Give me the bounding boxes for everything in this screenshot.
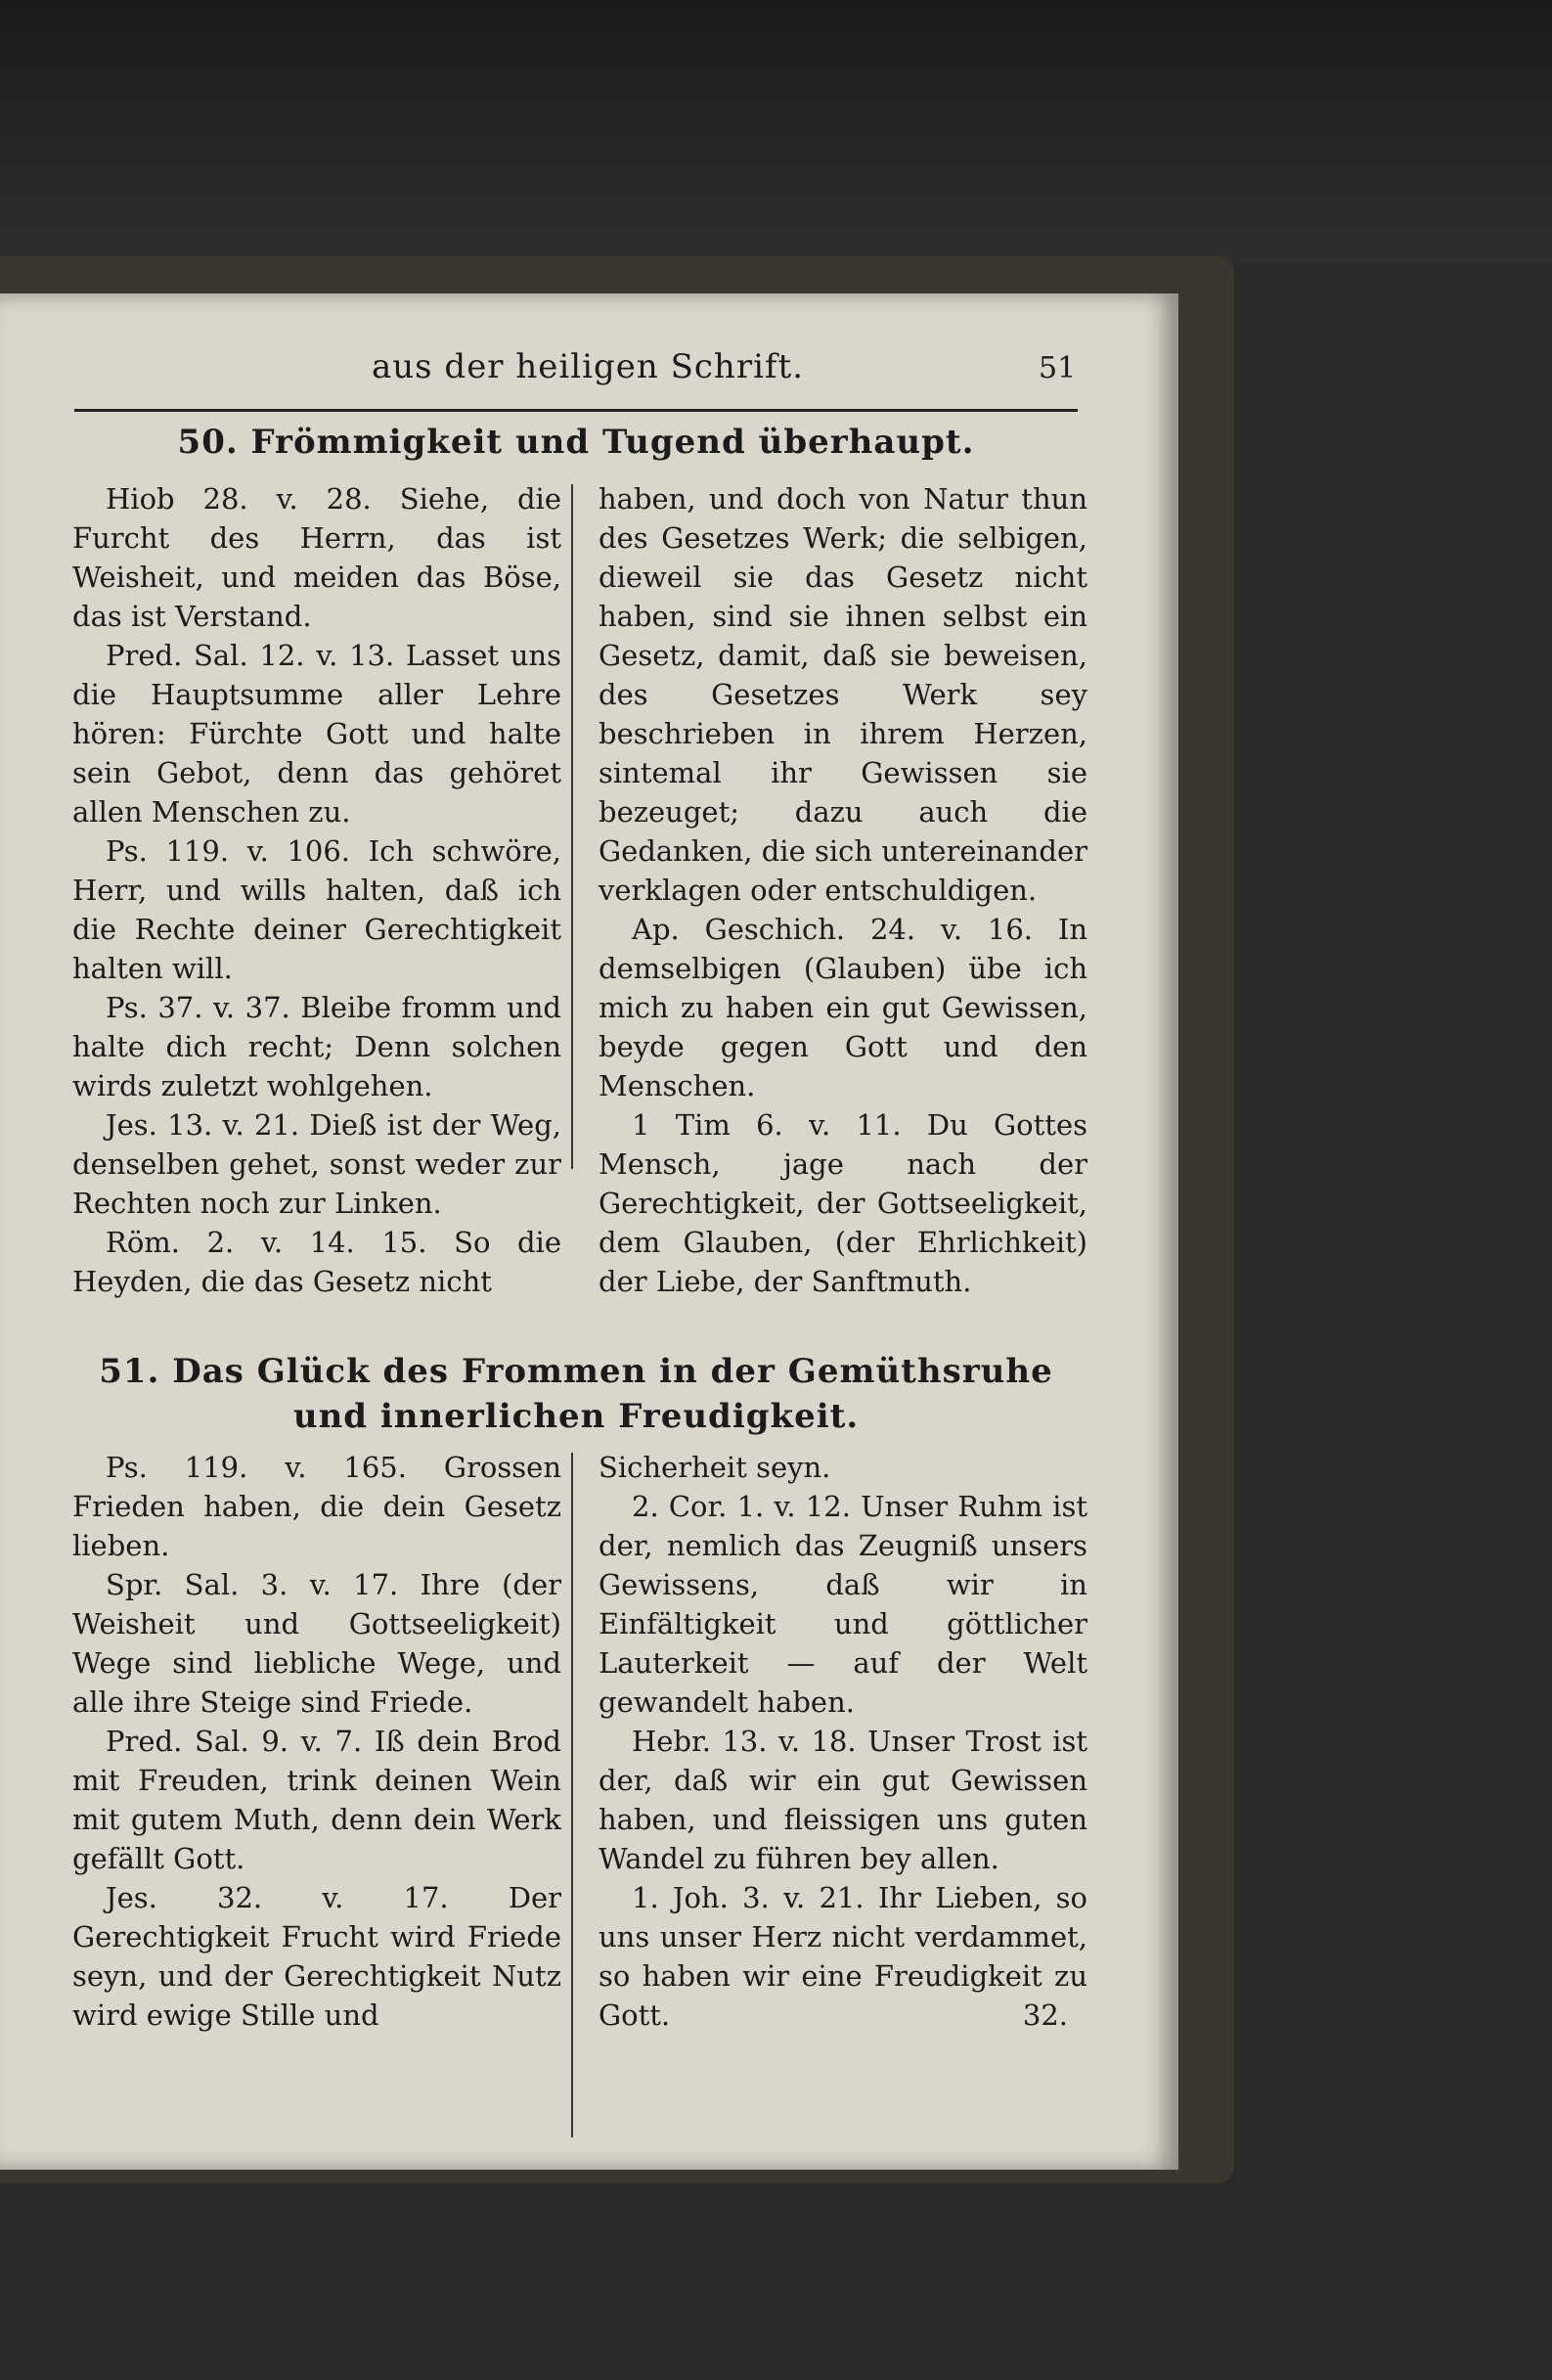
section-heading-50: 50. Frömmigkeit und Tugend überhaupt. [177, 423, 975, 462]
section-heading-51-line1: 51. Das Glück des Frommen in der Gemüthsruhe [99, 1352, 1053, 1391]
catchword: 32. [1022, 1998, 1068, 2032]
running-head-title: aus der heiligen Schrift. [372, 347, 805, 386]
section-51-left-column [72, 1448, 561, 2035]
verse-paragraph: Pred. Sal. 12. v. 13. Lasset uns die Hauptsumme aller Lehre hören: Fürchte Gott und halte sein Gebot, denn das gehöret allen Menschen zu. [72, 639, 561, 829]
verse-paragraph: Sicherheit seyn. [599, 1451, 831, 1484]
page-number: 51 [1039, 351, 1077, 385]
verse-paragraph: Ps. 119. v. 165. Grossen Frieden haben, die dein Gesetz lieben. [72, 1451, 561, 1562]
section-50-left-column [72, 479, 561, 1301]
header-rule [74, 409, 1078, 412]
verse-paragraph: 1 Tim 6. v. 11. Du Gottes Mensch, jage nach der Gerechtigkeit, der Gottseeligkeit, dem Glauben, (der Ehrlichkeit) der Liebe, der Sanftmuth. [599, 1108, 1087, 1298]
book-page [0, 293, 1178, 2170]
verse-paragraph: Röm. 2. v. 14. 15. So die Heyden, die das Gesetz nicht [72, 1226, 561, 1298]
verse-paragraph: Hiob 28. v. 28. Siehe, die Furcht des Herrn, das ist Weisheit, und meiden das Böse, das ist Verstand. [72, 482, 561, 633]
verse-paragraph: 2. Cor. 1. v. 12. Unser Ruhm ist der, nemlich das Zeugniß unsers Gewissens, daß wir in Einfältigkeit und göttlicher Lauterkeit — auf der Welt gewandelt haben. [599, 1490, 1087, 1719]
verse-paragraph: Pred. Sal. 9. v. 7. Iß dein Brod mit Freuden, trink deinen Wein mit gutem Muth, denn dein Werk gefällt Gott. [72, 1725, 561, 1875]
verse-paragraph: Ap. Geschich. 24. v. 16. In demselbigen (Glauben) übe ich mich zu haben ein gut Gewissen, beyde gegen Gott und den Menschen. [599, 913, 1087, 1102]
verse-paragraph: 1. Joh. 3. v. 21. Ihr Lieben, so uns unser Herz nicht verdammet, so haben wir eine Freudigkeit zu Gott. [599, 1881, 1087, 2032]
verse-paragraph: Ps. 119. v. 106. Ich schwöre, Herr, und wills halten, daß ich die Rechte deiner Gerechtigkeit halten will. [72, 834, 561, 985]
section-51-right-column [599, 1448, 1087, 2035]
verse-paragraph: Ps. 37. v. 37. Bleibe fromm und halte dich recht; Denn solchen wirds zuletzt wohlgehen. [72, 991, 561, 1102]
verse-paragraph: Jes. 13. v. 21. Dieß ist der Weg, denselben gehet, sonst weder zur Rechten noch zur Linken. [72, 1108, 561, 1220]
backdrop [0, 0, 1552, 264]
running-head [0, 347, 1095, 396]
verse-paragraph: haben, und doch von Natur thun des Gesetzes Werk; die selbigen, dieweil sie das Gesetz nicht haben, sind sie ihnen selbst ein Gesetz, damit, daß sie beweisen, des Gesetzes Werk sey beschrieben in ihrem Herzen, sintemal ihr Gewissen sie bezeuget; dazu auch die Gedanken, die sich untereinander verklagen oder entschuldigen. [599, 482, 1087, 907]
section-50-right-column [599, 479, 1087, 1301]
verse-paragraph: Jes. 32. v. 17. Der Gerechtigkeit Frucht wird Friede seyn, und der Gerechtigkeit Nutz wird ewige Stille und [72, 1881, 561, 2032]
column-divider [571, 1453, 573, 2137]
column-divider [571, 484, 573, 1169]
section-heading-51-line2: und innerlichen Freudigkeit. [292, 1397, 860, 1436]
verse-paragraph: Spr. Sal. 3. v. 17. Ihre (der Weisheit und Gottseeligkeit) Wege sind liebliche Wege, und alle ihre Steige sind Friede. [72, 1568, 561, 1719]
verse-paragraph: Hebr. 13. v. 18. Unser Trost ist der, daß wir ein gut Gewissen haben, und fleissigen uns guten Wandel zu führen bey allen. [599, 1725, 1087, 1875]
